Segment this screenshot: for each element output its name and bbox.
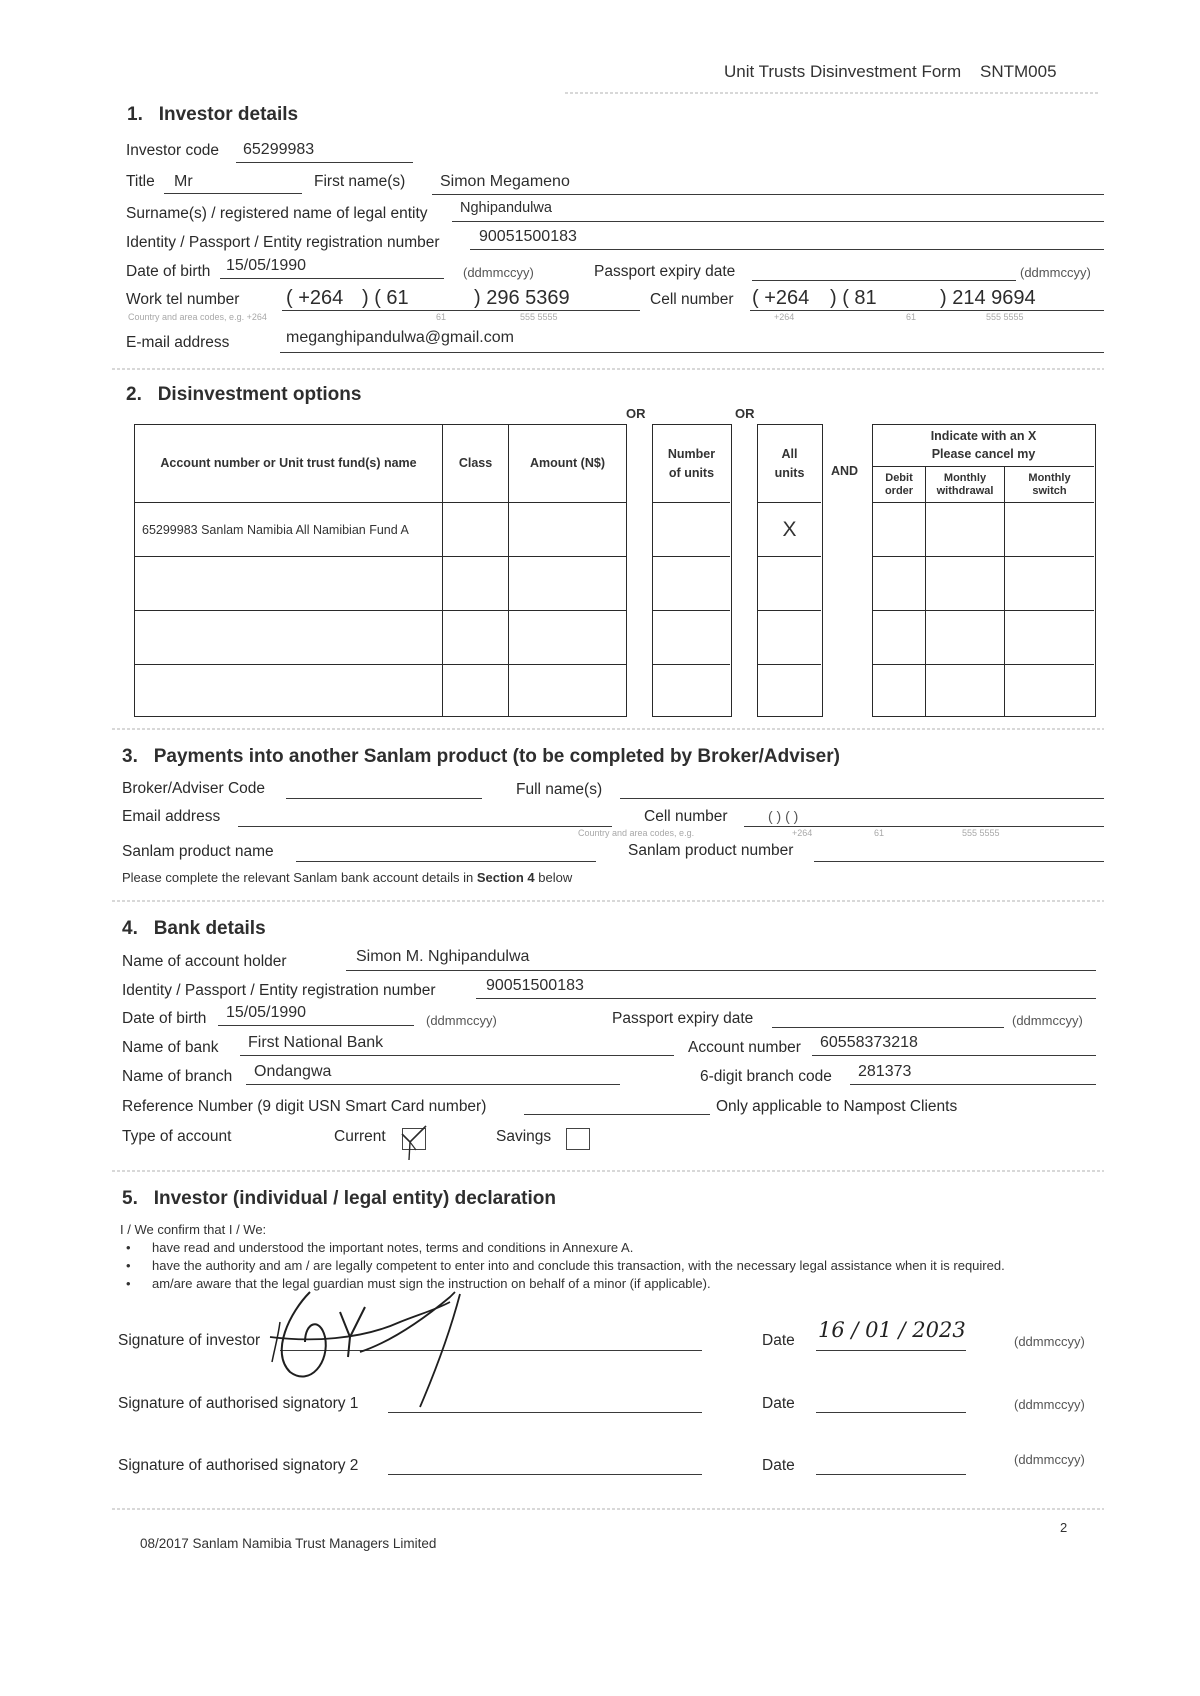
id-number-value[interactable]: 90051500183 (479, 228, 577, 245)
section-4-heading: 4. Bank details (122, 918, 266, 939)
section-2-heading: 2. Disinvestment options (126, 384, 362, 405)
account-holder-value[interactable]: Simon M. Nghipandulwa (356, 948, 530, 965)
row4-account-cell[interactable] (135, 665, 443, 716)
row2-amount-cell[interactable] (509, 557, 626, 611)
cell-hint-area: 61 (906, 312, 917, 322)
account-number-value[interactable]: 60558373218 (820, 1034, 918, 1051)
dob-value[interactable]: 15/05/1990 (226, 257, 307, 274)
branch-name-value[interactable]: Ondangwa (254, 1063, 332, 1080)
investor-date-label: Date (762, 1332, 795, 1349)
row1-account-value: 65299983 Sanlam Namibia All Namibian Fund A (142, 522, 409, 537)
signatory-1-date-field[interactable] (816, 1412, 966, 1413)
row2-debit-cell[interactable] (873, 557, 926, 611)
dob-label: Date of birth (126, 263, 211, 280)
surname-value[interactable]: Nghipandulwa (460, 200, 552, 216)
work-tel-label: Work tel number (126, 291, 240, 308)
work-tel-number[interactable]: ) 296 5369 (474, 287, 570, 309)
section-3-note: Please complete the relevant Sanlam bank account details in Section 4 below (122, 870, 573, 885)
section-1-heading: 1. Investor details (127, 104, 299, 125)
account-holder-label: Name of account holder (122, 953, 287, 970)
investor-signature-label: Signature of investor (118, 1332, 261, 1349)
indicate-header: Indicate with an X (930, 429, 1037, 443)
branch-name-label: Name of branch (122, 1068, 233, 1085)
signatory-2-date-format: (ddmmccyy) (1014, 1452, 1085, 1467)
work-tel-hint-number: 555 5555 (520, 312, 558, 322)
work-tel-hint-area: 61 (436, 312, 447, 322)
bank-passport-expiry-format: (ddmmccyy) (1012, 1013, 1083, 1028)
broker-cell-hint-country: Country and area codes, e.g. (578, 828, 695, 838)
row1-account-cell[interactable] (135, 503, 443, 557)
title-value[interactable]: Mr (174, 173, 193, 190)
bank-passport-expiry-field[interactable] (772, 1027, 1004, 1028)
cell-label: Cell number (650, 291, 734, 308)
row4-amount-cell[interactable] (509, 665, 626, 716)
bank-id-label: Identity / Passport / Entity registration number (122, 982, 436, 999)
row2-withdrawal-cell[interactable] (926, 557, 1005, 611)
product-name-field[interactable] (296, 861, 596, 862)
broker-cell-hint-code: +264 (792, 828, 813, 838)
investor-date-field[interactable] (816, 1350, 966, 1351)
cancel-options-table (872, 424, 1096, 717)
row1-amount-cell[interactable] (509, 503, 626, 557)
email-value[interactable]: meganghipandulwa@gmail.com (286, 329, 514, 346)
broker-cell-field[interactable] (744, 826, 1104, 827)
row1-switch-cell[interactable] (1005, 503, 1094, 557)
cell-hint-number: 555 5555 (986, 312, 1024, 322)
signatory-1-field[interactable] (388, 1412, 702, 1413)
declaration-item: • have read and understood the important notes, terms and conditions in Annexure A. (120, 1239, 1082, 1257)
row3-class-cell[interactable] (443, 611, 509, 665)
signatory-1-date-label: Date (762, 1395, 795, 1412)
row4-withdrawal-cell[interactable] (926, 665, 1005, 716)
reference-number-label: Reference Number (9 digit USN Smart Card number) (122, 1098, 487, 1115)
broker-cell-label: Cell number (644, 808, 728, 825)
col-units-header: Number of units (667, 446, 716, 480)
signatory-2-field[interactable] (388, 1474, 702, 1475)
cell-area[interactable]: ) ( 81 (830, 287, 877, 309)
work-tel-country[interactable]: ( +264 (286, 287, 344, 309)
product-name-label: Sanlam product name (122, 843, 274, 860)
row1-all-units-cell[interactable] (758, 503, 821, 557)
col-class-header: Class (458, 456, 493, 471)
product-number-label: Sanlam product number (628, 842, 794, 859)
row3-units-cell[interactable] (653, 611, 730, 665)
signatory-2-label: Signature of authorised signatory 2 (118, 1457, 359, 1474)
current-label: Current (334, 1128, 386, 1145)
declaration-item: • am/are aware that the legal guardian must sign the instruction on behalf of a minor (if applicable). (120, 1275, 1082, 1293)
current-check-mark (396, 1120, 436, 1164)
row1-units-cell[interactable] (653, 503, 730, 557)
row3-debit-cell[interactable] (873, 611, 926, 665)
form-code: SNTM005 (980, 62, 1057, 81)
and-label: AND (831, 464, 859, 478)
row3-amount-cell[interactable] (509, 611, 626, 665)
product-number-field[interactable] (814, 861, 1104, 862)
dob-format: (ddmmccyy) (463, 265, 534, 280)
disinvestment-table-amount (134, 424, 627, 717)
col-debit-header: Debit order (884, 471, 914, 497)
cell-hint-country: +264 (774, 312, 795, 322)
investor-signature-scribble (250, 1282, 510, 1412)
bank-dob-format: (ddmmccyy) (426, 1013, 497, 1028)
first-names-value[interactable]: Simon Megameno (440, 173, 570, 190)
form-title: Unit Trusts Disinvestment Form SNTM005 (724, 62, 1057, 81)
declaration-item: • have the authority and am / are legally competent to enter into and conclude this transaction, with the necessary legal assistance when it is required. (120, 1257, 1082, 1275)
full-names-field[interactable] (620, 798, 1104, 799)
surname-label: Surname(s) / registered name of legal entity (126, 205, 428, 222)
broker-code-label: Broker/Adviser Code (122, 780, 266, 797)
cancel-header: Please cancel my (931, 446, 1036, 461)
signatory-2-date-field[interactable] (816, 1474, 966, 1475)
footer-text: 08/2017 Sanlam Namibia Trust Managers Limited (140, 1536, 437, 1551)
col-amount-header: Amount (N$) (530, 456, 605, 471)
savings-label: Savings (496, 1128, 552, 1145)
broker-code-field[interactable] (286, 798, 482, 799)
investor-signed-date: 16 / 01 / 2023 (818, 1318, 966, 1342)
col-withdrawal-header: Monthly withdrawal (936, 471, 994, 497)
work-tel-area[interactable]: ) ( 61 (362, 287, 409, 309)
disinvestment-table-units (652, 424, 732, 717)
investor-code-value[interactable]: 65299983 (243, 141, 315, 158)
bank-passport-expiry-label: Passport expiry date (612, 1010, 754, 1027)
row1-withdrawal-cell[interactable] (926, 503, 1005, 557)
section-3-heading: 3. Payments into another Sanlam product (to be completed by Broker/Adviser) (122, 746, 840, 767)
row1-class-cell[interactable] (443, 503, 509, 557)
full-names-label: Full name(s) (516, 781, 603, 798)
reference-number-field[interactable] (524, 1114, 710, 1115)
first-names-label: First name(s) (314, 173, 406, 190)
or-label-1: OR (626, 406, 646, 421)
investor-date-format: (ddmmccyy) (1014, 1334, 1085, 1349)
col-switch-header: Monthly switch (1028, 471, 1071, 497)
investor-code-label: Investor code (126, 142, 220, 159)
row4-debit-cell[interactable] (873, 665, 926, 716)
disinvestment-table-all-units (757, 424, 823, 717)
work-tel-hint-country: Country and area codes, e.g. +264 (128, 312, 267, 322)
bank-id-value[interactable]: 90051500183 (486, 977, 584, 994)
declaration-intro: I / We confirm that I / We: (120, 1222, 267, 1237)
section-5-heading: 5. Investor (individual / legal entity) declaration (122, 1188, 556, 1209)
bank-name-label: Name of bank (122, 1039, 219, 1056)
row1-debit-cell[interactable] (873, 503, 926, 557)
broker-cell-template: ( ) ( ) (768, 808, 799, 824)
bank-name-value[interactable]: First National Bank (248, 1034, 384, 1051)
account-type-label: Type of account (122, 1128, 232, 1145)
savings-checkbox[interactable] (566, 1128, 590, 1150)
branch-code-label: 6-digit branch code (700, 1068, 832, 1085)
row2-units-cell[interactable] (653, 557, 730, 611)
footer-page-number: 2 (1060, 1520, 1068, 1535)
id-number-label: Identity / Passport / Entity registration number (126, 234, 440, 251)
row3-all-units-cell[interactable] (758, 611, 821, 665)
nampost-note: Only applicable to Nampost Clients (716, 1098, 958, 1115)
row2-account-cell[interactable] (135, 557, 443, 611)
passport-expiry-label: Passport expiry date (594, 263, 736, 280)
signatory-1-label: Signature of authorised signatory 1 (118, 1395, 359, 1412)
broker-cell-hint-number: 555 5555 (962, 828, 1000, 838)
signatory-1-date-format: (ddmmccyy) (1014, 1397, 1085, 1412)
row3-switch-cell[interactable] (1005, 611, 1094, 665)
branch-code-value[interactable]: 281373 (858, 1063, 912, 1080)
row3-account-cell[interactable] (135, 611, 443, 665)
row2-class-cell[interactable] (443, 557, 509, 611)
email-label: E-mail address (126, 334, 230, 351)
title-label: Title (126, 173, 155, 190)
row2-switch-cell[interactable] (1005, 557, 1094, 611)
row2-all-units-cell[interactable] (758, 557, 821, 611)
account-number-label: Account number (688, 1039, 801, 1056)
bank-dob-value[interactable]: 15/05/1990 (226, 1004, 307, 1021)
row3-withdrawal-cell[interactable] (926, 611, 1005, 665)
bank-dob-label: Date of birth (122, 1010, 207, 1027)
row4-class-cell[interactable] (443, 665, 509, 716)
col-account-header: Account number or Unit trust fund(s) name (160, 456, 417, 471)
broker-email-field[interactable] (238, 826, 612, 827)
signatory-2-date-label: Date (762, 1457, 795, 1474)
or-label-2: OR (735, 406, 755, 421)
broker-email-label: Email address (122, 808, 221, 825)
row1-all-units-mark: X (782, 517, 797, 541)
cell-number[interactable]: ) 214 9694 (940, 287, 1036, 309)
cell-country[interactable]: ( +264 (752, 287, 810, 309)
broker-cell-hint-area: 61 (874, 828, 885, 838)
col-all-units-header: All units (774, 446, 805, 480)
passport-expiry-format: (ddmmccyy) (1020, 265, 1091, 280)
